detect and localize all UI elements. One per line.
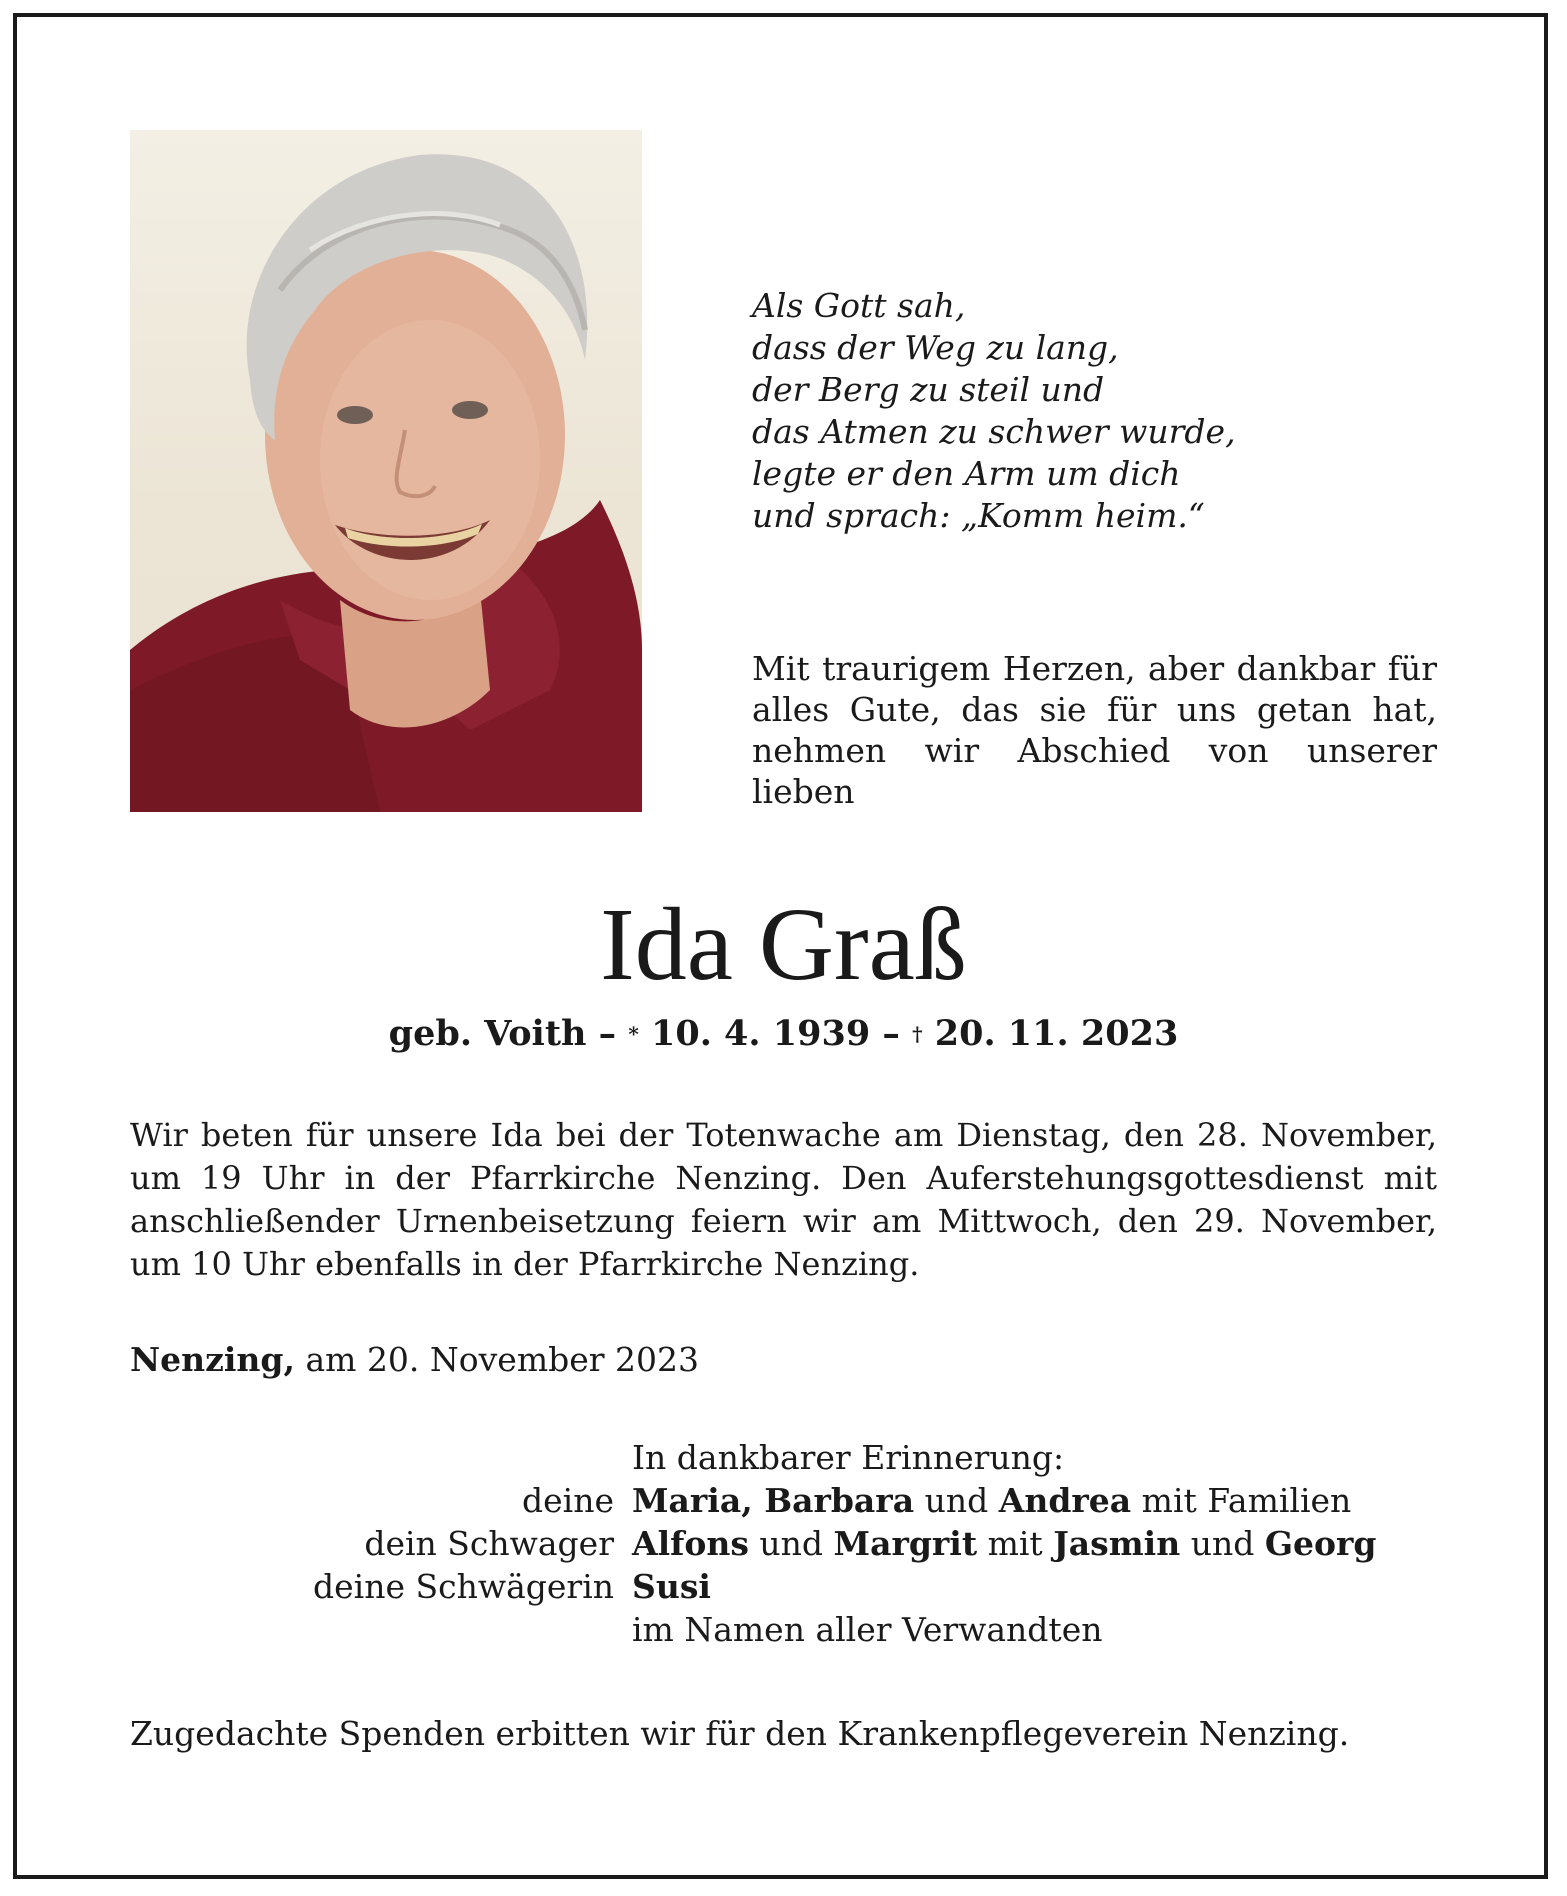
separator: –: [882, 1013, 900, 1054]
mourner-relation: deine Schwägerin: [313, 1567, 614, 1606]
poem-line: dass der Weg zu lang,: [752, 328, 1119, 367]
mourner-name: Susi: [632, 1567, 711, 1606]
maiden-name: geb. Voith: [388, 1013, 587, 1054]
mourner-name: Margrit: [833, 1524, 978, 1563]
mourner-name: Georg: [1264, 1524, 1377, 1563]
poem-line: Als Gott sah,: [752, 286, 966, 325]
mourner-names: [632, 1479, 1351, 1522]
birth-symbol: *: [628, 1022, 639, 1046]
mourners-closing: im Namen aller Verwandten: [632, 1610, 1103, 1649]
mourner-connector: und: [914, 1481, 999, 1520]
death-date: 20. 11. 2023: [934, 1013, 1179, 1054]
donation-note: Zugedachte Spenden erbitten wir für den Krankenpflegeverein Nenzing.: [130, 1714, 1350, 1753]
life-dates: [0, 1012, 1567, 1056]
portrait-photo: [130, 130, 642, 812]
memorial-poem: [752, 285, 1236, 537]
mourner-connector: mit Familien: [1131, 1481, 1352, 1520]
death-symbol: †: [912, 1022, 923, 1046]
birth-date: 10. 4. 1939: [650, 1013, 871, 1054]
poem-line: das Atmen zu schwer wurde,: [752, 412, 1236, 451]
mourner-name: Andrea: [998, 1481, 1132, 1520]
service-details: Wir beten für unsere Ida bei der Totenwache am Dienstag, den 28. November, um 19 Uhr in der Pfarrkirche Nenzing. Den Auferstehungsgottesdienst mit anschließender Urnenbeisetzung feiern wir am Mittwoch, den 29. November, um 10 Uhr ebenfalls in der Pfarrkirche Nenzing.: [130, 1116, 1437, 1283]
mourner-connector: und: [1180, 1524, 1265, 1563]
mourner-row: [0, 1565, 1567, 1608]
separator: –: [598, 1013, 617, 1054]
mourner-name: Maria, Barbara: [632, 1481, 915, 1520]
mourners-heading: In dankbarer Erinnerung:: [632, 1438, 1065, 1477]
mourner-names: [632, 1565, 711, 1608]
mourner-names: [632, 1522, 1377, 1565]
mourner-row: [0, 1522, 1567, 1565]
notice-date: am 20. November 2023: [305, 1340, 700, 1379]
place-and-date: [130, 1338, 699, 1382]
mourner-name: Jasmin: [1053, 1524, 1181, 1563]
mourner-connector: und: [748, 1524, 834, 1563]
poem-line: der Berg zu steil und: [752, 370, 1105, 409]
deceased-name: Ida Graß: [600, 887, 967, 1002]
mourner-relation: dein Schwager: [364, 1524, 614, 1563]
mourner-row: [0, 1479, 1567, 1522]
mourner-name: Alfons: [632, 1524, 749, 1563]
mourner-relation: deine: [522, 1481, 614, 1520]
place-name: Nenzing,: [130, 1340, 295, 1379]
mourners-block: [0, 1436, 1567, 1651]
poem-line: und sprach: „Komm heim.“: [752, 496, 1205, 535]
intro-text: Mit traurigem Herzen, aber dankbar für alles Gute, das sie für uns getan hat, nehmen wir Abschied von unserer lieben: [752, 649, 1437, 811]
mourner-connector: mit: [977, 1524, 1054, 1563]
poem-line: legte er den Arm um dich: [752, 454, 1181, 493]
